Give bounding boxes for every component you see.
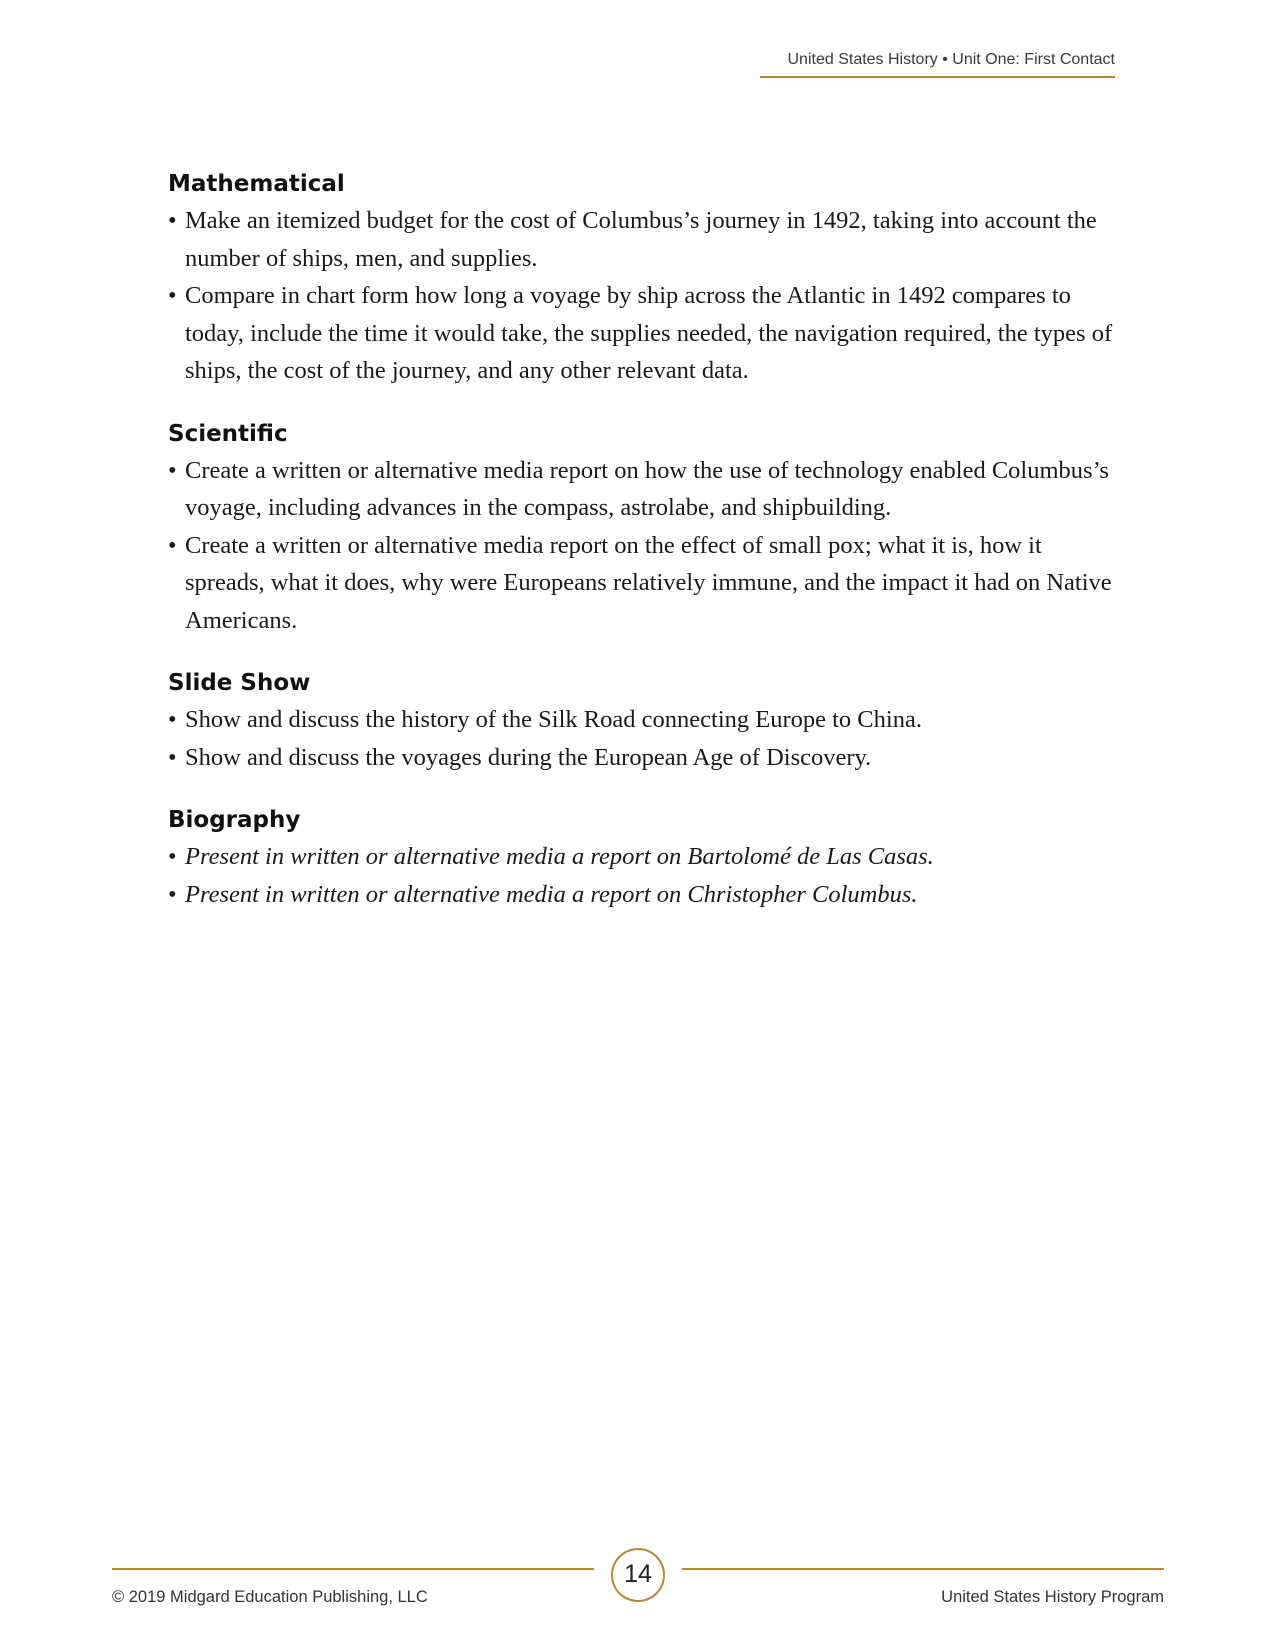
bullet-icon: • [168, 282, 177, 309]
item-list [168, 452, 1118, 640]
footer-program-name: United States History Program [941, 1588, 1164, 1606]
running-head: United States History • Unit One: First Contact [760, 50, 1115, 78]
list-item [168, 277, 1118, 390]
section-scientific [168, 418, 1118, 640]
list-item [168, 876, 1118, 914]
list-item-text: Present in written or alternative media a report on Bartolomé de Las Casas. [185, 843, 934, 870]
page-footer [112, 1548, 1164, 1618]
list-item-text: Make an itemized budget for the cost of Columbus’s journey in 1492, taking into account the number of ships, men, and supplies. [185, 207, 1097, 272]
bullet-icon: • [168, 706, 177, 733]
item-list [168, 701, 1118, 776]
section-biography [168, 804, 1118, 913]
section-mathematical [168, 168, 1118, 390]
list-item [168, 452, 1118, 527]
item-list [168, 202, 1118, 390]
list-item-text: Create a written or alternative media report on the effect of small pox; what it is, how it spreads, what it does, why were Europeans relatively immune, and the impact it had on Native Americans. [185, 531, 1112, 634]
bullet-icon: • [168, 456, 177, 484]
section-title: Slide Show [168, 670, 311, 696]
list-item [168, 739, 1118, 777]
section-title: Mathematical [168, 171, 345, 197]
bullet-icon: • [168, 531, 177, 559]
list-item-text: Show and discuss the history of the Silk Road connecting Europe to China. [185, 706, 922, 733]
list-item [168, 527, 1118, 640]
bullet-icon: • [168, 880, 177, 908]
list-item-text: Present in written or alternative media a report on Christopher Columbus. [185, 880, 918, 908]
footer-divider-right [682, 1568, 1164, 1570]
list-item-text: Create a written or alternative media report on how the use of technology enabled Columbus’s voyage, including advances in the compass, astrolabe, and shipbuilding. [185, 456, 1109, 521]
section-slide-show [168, 667, 1118, 776]
bullet-icon: • [168, 207, 177, 234]
list-item [168, 701, 1118, 739]
bullet-icon: • [168, 743, 177, 771]
item-list [168, 838, 1118, 913]
bullet-icon: • [168, 843, 177, 870]
footer-divider-left [112, 1568, 594, 1570]
page-number-badge: 14 [611, 1548, 665, 1602]
list-item [168, 838, 1118, 876]
list-item-text: Show and discuss the voyages during the European Age of Discovery. [185, 743, 872, 771]
section-title: Biography [168, 807, 301, 833]
section-title: Scientific [168, 420, 288, 447]
list-item-text: Compare in chart form how long a voyage by ship across the Atlantic in 1492 compares to today, include the time it would take, the supplies needed, the navigation required, the types of ships, the cost of the journey, and any other relevant data. [185, 282, 1113, 384]
list-item [168, 202, 1118, 277]
main-content [168, 168, 1118, 941]
footer-copyright: © 2019 Midgard Education Publishing, LLC [112, 1588, 428, 1606]
